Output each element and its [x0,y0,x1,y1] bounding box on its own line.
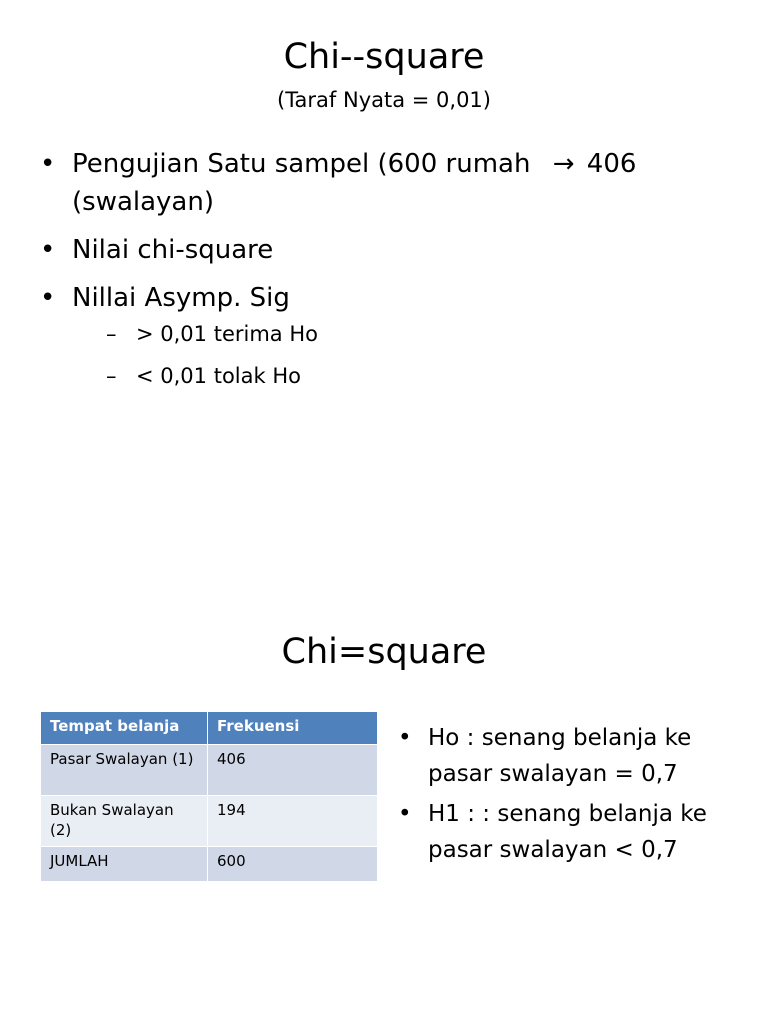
frequency-table [40,711,378,882]
slide-1-bullet-list [40,145,730,403]
table-row [41,847,378,882]
arrow-right-icon: → [552,149,575,179]
hypothesis-text: H1 : : senang belanja ke pasar swalayan < 0,7 [428,801,707,863]
sub-bullet-text: > 0,01 terima Ho [136,322,318,346]
bullet-icon: • [40,149,56,179]
table-header-row [41,712,378,745]
bullet-item-nilai-chi-square [40,231,730,269]
dash-icon: – [106,322,117,346]
slide-2-title: Chi=square [281,632,487,672]
table-cell: Pasar Swalayan (1) [41,745,208,796]
slide-2 [0,512,768,1024]
bullet-item-asymp-sig [40,279,730,391]
slide-1-subtitle: (Taraf Nyata = 0,01) [277,88,491,112]
bullet-text-part1: Pengujian Satu sampel (600 rumah [72,149,531,179]
bullet-icon: • [398,801,412,827]
bullet-text: Nilai chi-square [72,235,274,265]
dash-icon: – [106,364,117,388]
sub-bullet-tolak-ho [106,361,730,391]
table-header-cell: Frekuensi [208,712,378,745]
table-row [41,745,378,796]
table-cell: 406 [208,745,378,796]
sub-bullet-terima-ho [106,319,730,349]
sub-bullet-text: < 0,01 tolak Ho [136,364,301,388]
hypothesis-h1 [398,796,738,868]
table-cell: Bukan Swalayan (2) [41,796,208,847]
hypothesis-ho [398,720,738,792]
table-row [41,796,378,847]
bullet-text: Nillai Asymp. Sig [72,283,290,313]
slide-1-title: Chi--square [283,37,485,77]
slide-2-hypothesis-list [398,720,738,872]
bullet-icon: • [40,283,56,313]
bullet-item-uji-satu-sampel [40,145,730,221]
sub-bullet-list [106,319,730,391]
table-cell: JUMLAH [41,847,208,882]
bullet-text-part2: 406 (swalayan) [72,149,637,217]
table-header-cell: Tempat belanja [41,712,208,745]
hypothesis-text: Ho : senang belanja ke pasar swalayan = 0,7 [428,725,692,787]
bullet-icon: • [40,235,56,265]
bullet-icon: • [398,725,412,751]
table-cell: 600 [208,847,378,882]
table-cell: 194 [208,796,378,847]
